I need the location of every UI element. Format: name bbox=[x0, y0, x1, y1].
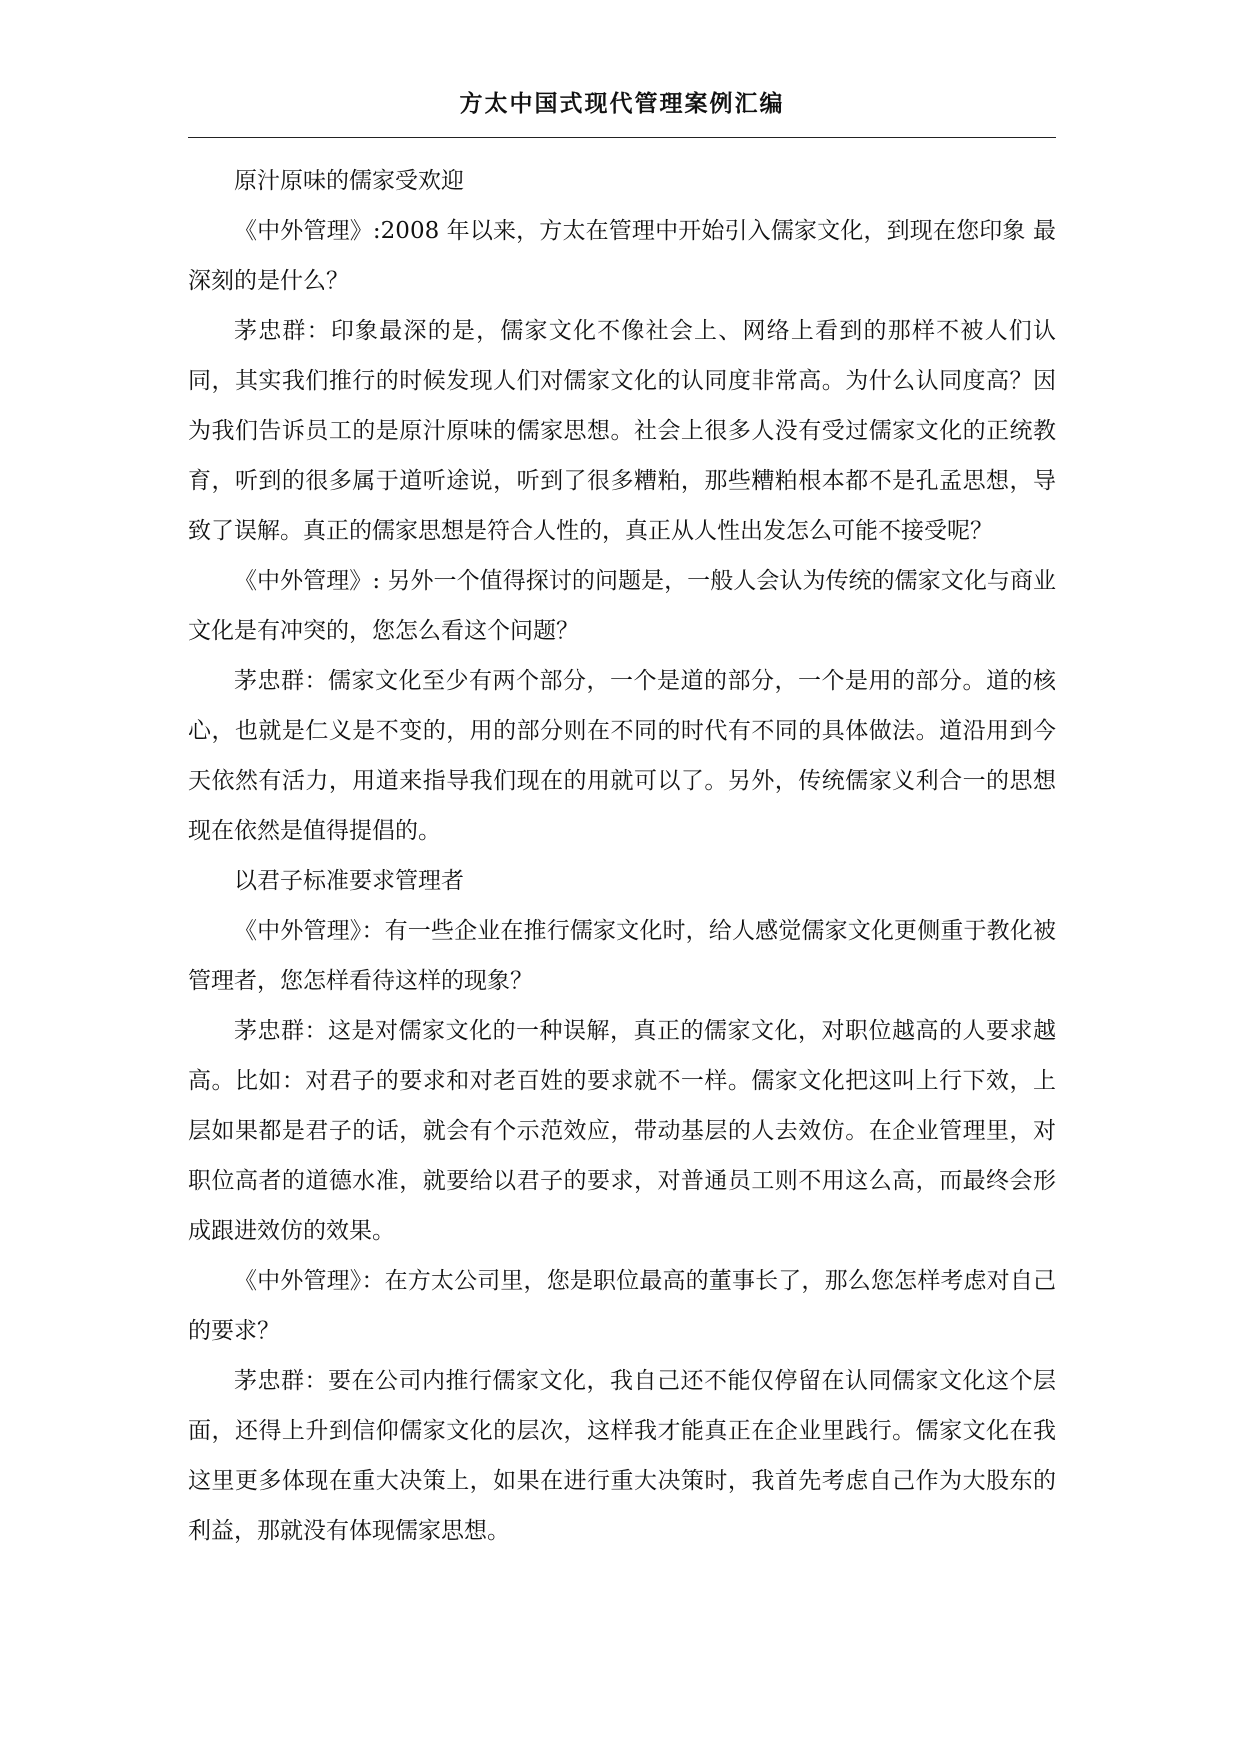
header-divider bbox=[188, 137, 1056, 138]
page-title: 方太中国式现代管理案例汇编 bbox=[459, 91, 785, 117]
article-body bbox=[188, 156, 1056, 1556]
interview-answer: 茅忠群：儒家文化至少有两个部分，一个是道的部分，一个是用的部分。道的核心，也就是仁义是不变的，用的部分则在不同的时代有不同的具体做法。道沿用到今天依然有活力，用道来指导我们现在的用就可以了。另外，传统儒家义利合一的思想现在依然是值得提倡的。 bbox=[188, 668, 1056, 844]
interview-question: 《中外管理》:2008 年以来，方太在管理中开始引入儒家文化，到现在您印象 最深刻的是什么？ bbox=[188, 218, 1056, 294]
interview-answer: 茅忠群：印象最深的是，儒家文化不像社会上、网络上看到的那样不被人们认同，其实我们推行的时候发现人们对儒家文化的认同度非常高。为什么认同度高？因为我们告诉员工的是原汁原味的儒家思想。社会上很多人没有受过儒家文化的正统教育，听到的很多属于道听途说，听到了很多糟粕，那些糟粕根本都不是孔孟思想，导致了误解。真正的儒家思想是符合人性的，真正从人性出发怎么可能不接受呢？ bbox=[188, 318, 1056, 544]
section-heading: 原汁原味的儒家受欢迎 bbox=[234, 168, 464, 194]
interview-question: 《中外管理》：在方太公司里，您是职位最高的董事长了，那么您怎样考虑对自己的要求？ bbox=[188, 1268, 1056, 1344]
interview-question: 《中外管理》：有一些企业在推行儒家文化时，给人感觉儒家文化更侧重于教化被管理者，您怎样看待这样的现象？ bbox=[188, 918, 1056, 994]
interview-answer: 茅忠群：这是对儒家文化的一种误解，真正的儒家文化，对职位越高的人要求越高。比如：对君子的要求和对老百姓的要求就不一样。儒家文化把这叫上行下效，上层如果都是君子的话，就会有个示范效应，带动基层的人去效仿。在企业管理里，对职位高者的道德水准，就要给以君子的要求，对普通员工则不用这么高，而最终会形成跟进效仿的效果。 bbox=[188, 1018, 1056, 1244]
section-heading: 以君子标准要求管理者 bbox=[234, 868, 464, 894]
interview-answer: 茅忠群：要在公司内推行儒家文化，我自己还不能仅停留在认同儒家文化这个层面，还得上升到信仰儒家文化的层次，这样我才能真正在企业里践行。儒家文化在我这里更多体现在重大决策上，如果在进行重大决策时，我首先考虑自己作为大股东的利益，那就没有体现儒家思想。 bbox=[188, 1368, 1056, 1544]
interview-question: 《中外管理》: 另外一个值得探讨的问题是，一般人会认为传统的儒家文化与商业文化是有冲突的，您怎么看这个问题？ bbox=[188, 568, 1056, 644]
